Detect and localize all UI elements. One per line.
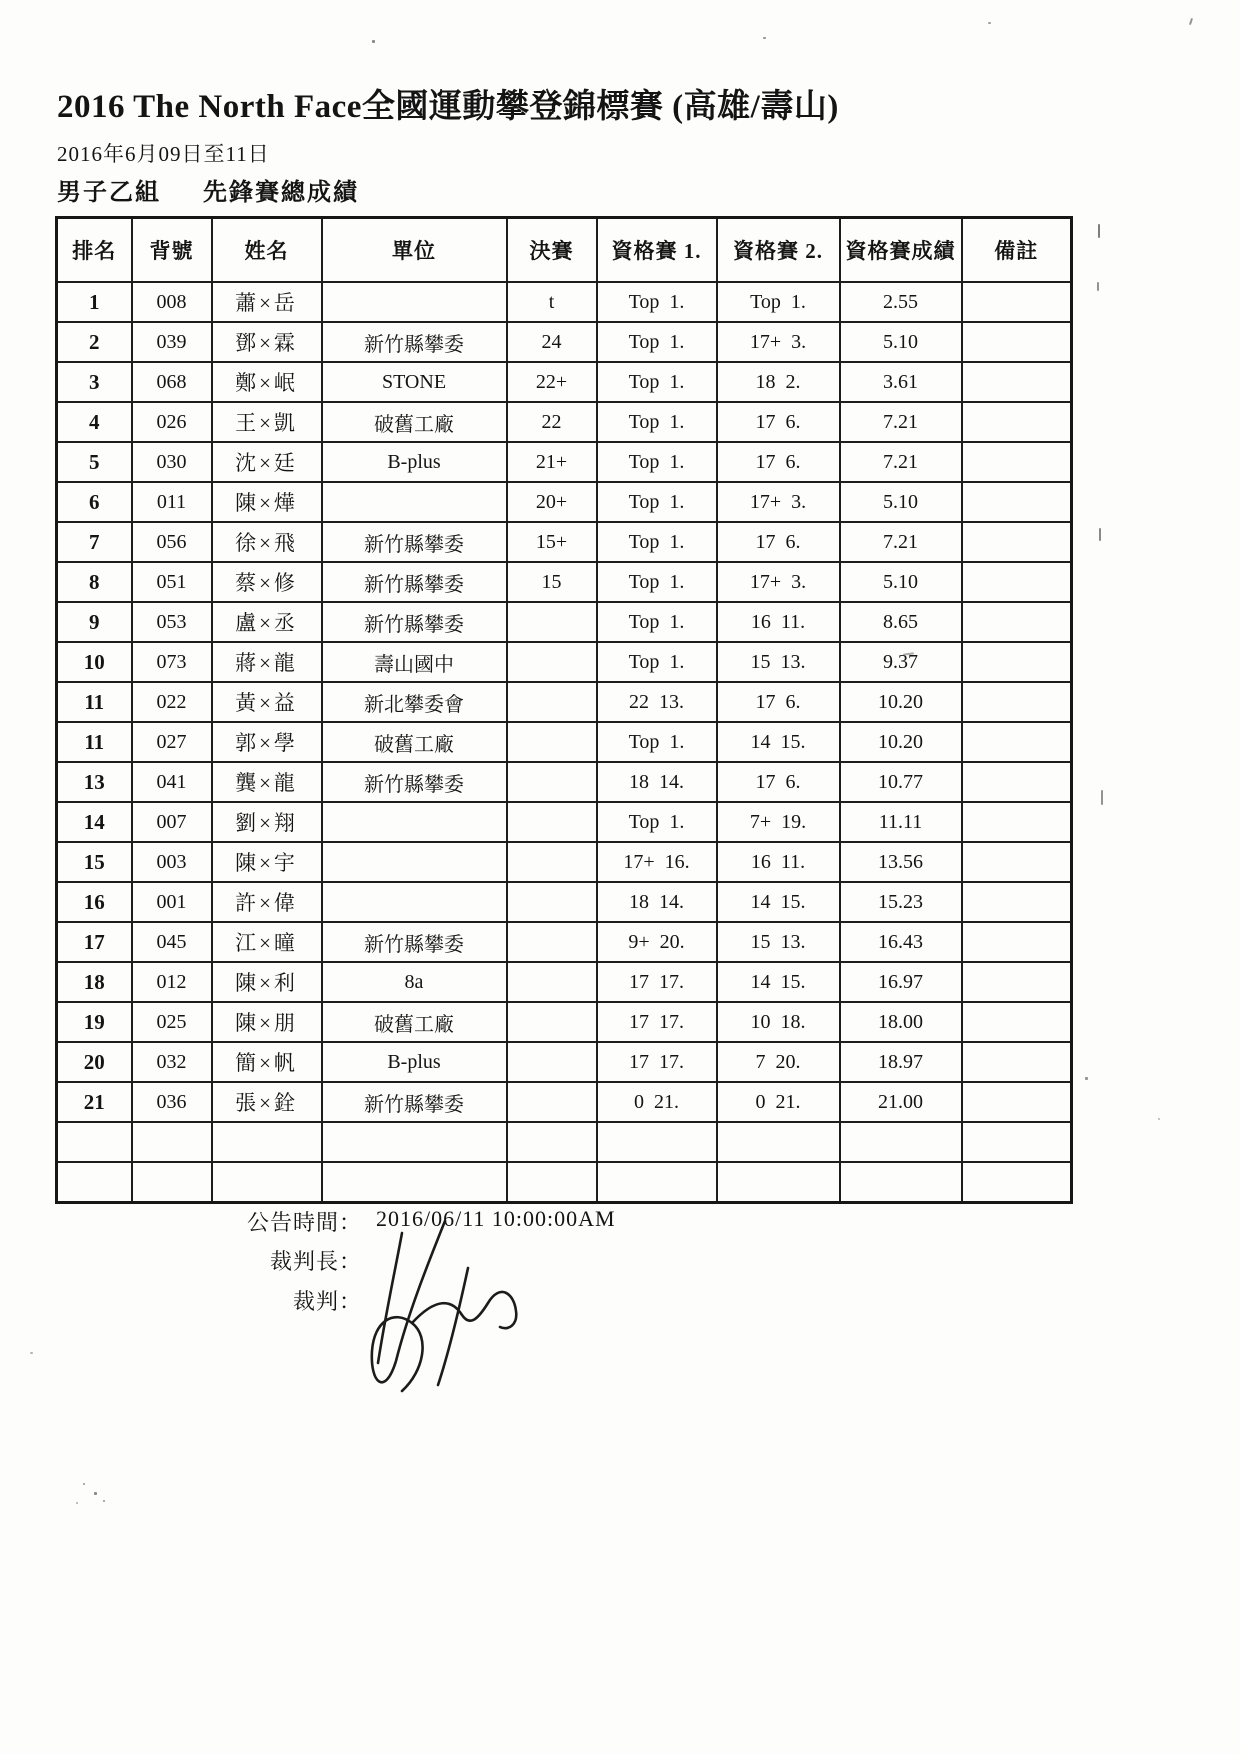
cell-bib: 051 [132, 562, 212, 602]
cell-note [962, 602, 1072, 642]
cell-q2: 17 6. [717, 402, 840, 442]
cell-bib: 008 [132, 282, 212, 322]
cell-note [962, 402, 1072, 442]
cell-score: 10.20 [840, 682, 962, 722]
cell-name: 鄧×霖 [212, 322, 322, 362]
cell-bib: 003 [132, 842, 212, 882]
table-row [57, 1042, 1072, 1082]
cell-name: 劉×翔 [212, 802, 322, 842]
cell-q1: 18 14. [597, 762, 717, 802]
cell-name: 黃×益 [212, 682, 322, 722]
cell-q1: 17 17. [597, 1042, 717, 1082]
cell-unit: 破舊工廠 [322, 402, 507, 442]
cell-q2: 17 6. [717, 522, 840, 562]
cell-q1: Top 1. [597, 602, 717, 642]
cell-q2: 7+ 19. [717, 802, 840, 842]
cell-rank: 10 [57, 642, 132, 682]
cell-q2: 15 13. [717, 922, 840, 962]
cell-unit: 新竹縣攀委 [322, 322, 507, 362]
cell-score: 5.10 [840, 322, 962, 362]
cell-bib: 001 [132, 882, 212, 922]
cell-final [507, 682, 597, 722]
cell-score: 10.77 [840, 762, 962, 802]
cell-rank: 18 [57, 962, 132, 1002]
table-row [57, 642, 1072, 682]
cell-unit [322, 1162, 507, 1203]
announcement-time-value: 2016/06/11 10:00:00AM [376, 1206, 616, 1231]
cell-q2: 10 18. [717, 1002, 840, 1042]
cell-note [962, 282, 1072, 322]
cell-bib: 045 [132, 922, 212, 962]
cell-q2: 14 15. [717, 962, 840, 1002]
table-row [57, 442, 1072, 482]
cell-bib: 036 [132, 1082, 212, 1122]
cell-q2: 7 20. [717, 1042, 840, 1082]
cell-note [962, 322, 1072, 362]
cell-rank [57, 1162, 132, 1203]
cell-rank: 7 [57, 522, 132, 562]
judge-line [100, 1285, 362, 1316]
cell-unit: 新竹縣攀委 [322, 562, 507, 602]
cell-name: 陳×利 [212, 962, 322, 1002]
cell-q1: Top 1. [597, 362, 717, 402]
cell-note [962, 762, 1072, 802]
cell-unit: 破舊工廠 [322, 1002, 507, 1042]
table-row [57, 362, 1072, 402]
scan-artifact [763, 37, 766, 39]
cell-rank: 1 [57, 282, 132, 322]
cell-unit [322, 482, 507, 522]
cell-q1: Top 1. [597, 802, 717, 842]
cell-score [840, 1162, 962, 1203]
cell-name: 許×偉 [212, 882, 322, 922]
cell-note [962, 642, 1072, 682]
cell-q2: 18 2. [717, 362, 840, 402]
table-row [57, 962, 1072, 1002]
cell-note [962, 922, 1072, 962]
cell-final [507, 842, 597, 882]
cell-score: 5.10 [840, 482, 962, 522]
table-row [57, 802, 1072, 842]
cell-q1: Top 1. [597, 642, 717, 682]
cell-final [507, 802, 597, 842]
cell-bib: 027 [132, 722, 212, 762]
cell-note [962, 482, 1072, 522]
scan-artifact [1085, 1077, 1088, 1080]
table-row [57, 762, 1072, 802]
cell-rank: 11 [57, 722, 132, 762]
cell-rank: 21 [57, 1082, 132, 1122]
table-row [57, 482, 1072, 522]
column-header: 姓名 [212, 218, 322, 283]
section-title [57, 172, 359, 207]
table-row [57, 402, 1072, 442]
cell-score [840, 1122, 962, 1162]
cell-name: 郭×學 [212, 722, 322, 762]
cell-name: 蔡×修 [212, 562, 322, 602]
cell-bib: 011 [132, 482, 212, 522]
cell-unit: B-plus [322, 442, 507, 482]
cell-q2: 17 6. [717, 442, 840, 482]
column-header: 資格賽成績 [840, 218, 962, 283]
cell-name: 陳×朋 [212, 1002, 322, 1042]
cell-unit [322, 842, 507, 882]
cell-bib [132, 1162, 212, 1203]
cell-name: 龔×龍 [212, 762, 322, 802]
cell-bib: 073 [132, 642, 212, 682]
cell-final [507, 602, 597, 642]
cell-bib [132, 1122, 212, 1162]
cell-bib: 041 [132, 762, 212, 802]
cell-bib: 025 [132, 1002, 212, 1042]
cell-score: 15.23 [840, 882, 962, 922]
cell-note [962, 802, 1072, 842]
cell-rank: 19 [57, 1002, 132, 1042]
cell-note [962, 1082, 1072, 1122]
cell-note [962, 1002, 1072, 1042]
cell-q2: 15 13. [717, 642, 840, 682]
cell-q1 [597, 1162, 717, 1203]
cell-score: 10.20 [840, 722, 962, 762]
cell-rank: 15 [57, 842, 132, 882]
scan-artifact [30, 1352, 33, 1354]
cell-unit [322, 802, 507, 842]
scan-artifact [372, 40, 375, 43]
cell-q1: 22 13. [597, 682, 717, 722]
cell-note [962, 1122, 1072, 1162]
cell-score: 13.56 [840, 842, 962, 882]
cell-name: 江×曈 [212, 922, 322, 962]
cell-final [507, 1162, 597, 1203]
chief-judge-line [100, 1245, 362, 1276]
cell-unit: 新竹縣攀委 [322, 1082, 507, 1122]
cell-q1: 9+ 20. [597, 922, 717, 962]
cell-rank: 4 [57, 402, 132, 442]
cell-q1: Top 1. [597, 482, 717, 522]
cell-name: 張×銓 [212, 1082, 322, 1122]
cell-note [962, 882, 1072, 922]
cell-q2: 16 11. [717, 602, 840, 642]
cell-bib: 022 [132, 682, 212, 722]
cell-q2: 17+ 3. [717, 482, 840, 522]
cell-q2: 14 15. [717, 882, 840, 922]
table-row [57, 1122, 1072, 1162]
cell-q1: 17+ 16. [597, 842, 717, 882]
cell-q1: Top 1. [597, 322, 717, 362]
cell-note [962, 1162, 1072, 1203]
cell-rank: 20 [57, 1042, 132, 1082]
cell-score: 9.37 [840, 642, 962, 682]
results-table [55, 216, 1073, 1204]
column-header: 單位 [322, 218, 507, 283]
cell-unit [322, 282, 507, 322]
cell-note [962, 962, 1072, 1002]
scan-artifact [988, 22, 991, 24]
cell-rank [57, 1122, 132, 1162]
judge-label: 裁判： [292, 1289, 362, 1314]
cell-bib: 007 [132, 802, 212, 842]
column-header: 備註 [962, 218, 1072, 283]
cell-name [212, 1122, 322, 1162]
cell-score: 2.55 [840, 282, 962, 322]
cell-bib: 030 [132, 442, 212, 482]
cell-note [962, 682, 1072, 722]
cell-rank: 13 [57, 762, 132, 802]
cell-q1: Top 1. [597, 562, 717, 602]
judge-signature [350, 1213, 590, 1408]
scan-artifact [83, 1483, 85, 1485]
event-label: 先鋒賽總成績 [203, 180, 359, 206]
cell-q2: 17+ 3. [717, 562, 840, 602]
cell-final: 21+ [507, 442, 597, 482]
cell-note [962, 562, 1072, 602]
cell-q2 [717, 1122, 840, 1162]
cell-bib: 032 [132, 1042, 212, 1082]
cell-score: 5.10 [840, 562, 962, 602]
table-row [57, 722, 1072, 762]
cell-name [212, 1162, 322, 1203]
cell-final: 22+ [507, 362, 597, 402]
cell-q1: Top 1. [597, 722, 717, 762]
page-title: 2016 The North Face全國運動攀登錦標賽 (高雄/壽山) [57, 89, 839, 125]
scan-artifact [1098, 224, 1100, 238]
cell-name: 徐×飛 [212, 522, 322, 562]
cell-final: 24 [507, 322, 597, 362]
cell-q2: 17 6. [717, 682, 840, 722]
cell-q2: Top 1. [717, 282, 840, 322]
scan-artifact [1101, 790, 1103, 805]
scan-artifact [1097, 282, 1099, 291]
cell-q2: 17+ 3. [717, 322, 840, 362]
cell-q2: 17 6. [717, 762, 840, 802]
cell-score: 16.97 [840, 962, 962, 1002]
table-row [57, 322, 1072, 362]
scan-artifact [1158, 1118, 1160, 1120]
cell-final: 15+ [507, 522, 597, 562]
cell-q1: Top 1. [597, 442, 717, 482]
cell-unit: 新竹縣攀委 [322, 602, 507, 642]
scan-artifact [1099, 528, 1101, 541]
table-row [57, 682, 1072, 722]
table-row [57, 1162, 1072, 1203]
table-row [57, 882, 1072, 922]
cell-name: 陳×燁 [212, 482, 322, 522]
column-header: 背號 [132, 218, 212, 283]
cell-rank: 17 [57, 922, 132, 962]
cell-unit: 新竹縣攀委 [322, 522, 507, 562]
cell-final [507, 962, 597, 1002]
cell-bib: 039 [132, 322, 212, 362]
cell-final [507, 1042, 597, 1082]
cell-q1 [597, 1122, 717, 1162]
cell-name: 沈×廷 [212, 442, 322, 482]
cell-unit [322, 1122, 507, 1162]
table-body [57, 282, 1072, 1203]
header-row [57, 218, 1072, 283]
announcement-time-label: 公告時間： [246, 1210, 362, 1235]
cell-rank: 5 [57, 442, 132, 482]
cell-unit: 破舊工廠 [322, 722, 507, 762]
cell-score: 7.21 [840, 402, 962, 442]
cell-note [962, 722, 1072, 762]
cell-final [507, 1082, 597, 1122]
cell-name: 陳×宇 [212, 842, 322, 882]
cell-note [962, 522, 1072, 562]
cell-final [507, 642, 597, 682]
cell-q1: Top 1. [597, 402, 717, 442]
cell-q2: 16 11. [717, 842, 840, 882]
scan-artifact [1189, 18, 1193, 25]
cell-name: 蕭×岳 [212, 282, 322, 322]
cell-score: 18.97 [840, 1042, 962, 1082]
cell-final [507, 1002, 597, 1042]
cell-q1: 17 17. [597, 962, 717, 1002]
cell-unit: STONE [322, 362, 507, 402]
cell-score: 8.65 [840, 602, 962, 642]
table-row [57, 922, 1072, 962]
cell-bib: 056 [132, 522, 212, 562]
table-row [57, 562, 1072, 602]
cell-rank: 11 [57, 682, 132, 722]
column-header: 決賽 [507, 218, 597, 283]
cell-note [962, 842, 1072, 882]
cell-final: 15 [507, 562, 597, 602]
cell-q2 [717, 1162, 840, 1203]
cell-rank: 8 [57, 562, 132, 602]
cell-note [962, 442, 1072, 482]
cell-name: 盧×丞 [212, 602, 322, 642]
cell-final [507, 1122, 597, 1162]
cell-unit: 壽山國中 [322, 642, 507, 682]
cell-bib: 026 [132, 402, 212, 442]
cell-final [507, 922, 597, 962]
cell-score: 3.61 [840, 362, 962, 402]
cell-rank: 3 [57, 362, 132, 402]
table-row [57, 282, 1072, 322]
cell-unit: 新竹縣攀委 [322, 762, 507, 802]
date-range: 2016年6月09日至11日 [57, 142, 270, 166]
table-row [57, 1082, 1072, 1122]
cell-name: 蔣×龍 [212, 642, 322, 682]
cell-rank: 9 [57, 602, 132, 642]
table-row [57, 522, 1072, 562]
cell-q2: 14 15. [717, 722, 840, 762]
cell-q1: 17 17. [597, 1002, 717, 1042]
scan-artifact [103, 1500, 105, 1502]
cell-final [507, 882, 597, 922]
cell-q1: 0 21. [597, 1082, 717, 1122]
cell-rank: 6 [57, 482, 132, 522]
cell-q1: Top 1. [597, 282, 717, 322]
cell-q2: 0 21. [717, 1082, 840, 1122]
cell-q1: Top 1. [597, 522, 717, 562]
cell-score: 7.21 [840, 442, 962, 482]
cell-bib: 012 [132, 962, 212, 1002]
cell-unit: 8a [322, 962, 507, 1002]
scan-artifact [76, 1502, 78, 1504]
table-row [57, 602, 1072, 642]
cell-final: 20+ [507, 482, 597, 522]
column-header: 排名 [57, 218, 132, 283]
cell-score: 18.00 [840, 1002, 962, 1042]
cell-name: 簡×帆 [212, 1042, 322, 1082]
cell-name: 王×凱 [212, 402, 322, 442]
cell-rank: 2 [57, 322, 132, 362]
table-row [57, 1002, 1072, 1042]
column-header: 資格賽 1. [597, 218, 717, 283]
cell-note [962, 362, 1072, 402]
cell-bib: 053 [132, 602, 212, 642]
cell-note [962, 1042, 1072, 1082]
group-label: 男子乙組 [57, 180, 161, 206]
cell-final [507, 722, 597, 762]
cell-unit [322, 882, 507, 922]
column-header: 資格賽 2. [717, 218, 840, 283]
cell-score: 11.11 [840, 802, 962, 842]
cell-unit: 新北攀委會 [322, 682, 507, 722]
scan-artifact [94, 1492, 97, 1495]
cell-score: 7.21 [840, 522, 962, 562]
cell-score: 21.00 [840, 1082, 962, 1122]
cell-unit: 新竹縣攀委 [322, 922, 507, 962]
cell-final: t [507, 282, 597, 322]
cell-final [507, 762, 597, 802]
chief-judge-label: 裁判長： [269, 1249, 362, 1274]
cell-final: 22 [507, 402, 597, 442]
cell-score: 16.43 [840, 922, 962, 962]
cell-name: 鄭×岷 [212, 362, 322, 402]
cell-q1: 18 14. [597, 882, 717, 922]
cell-rank: 14 [57, 802, 132, 842]
table-row [57, 842, 1072, 882]
cell-rank: 16 [57, 882, 132, 922]
cell-unit: B-plus [322, 1042, 507, 1082]
cell-bib: 068 [132, 362, 212, 402]
